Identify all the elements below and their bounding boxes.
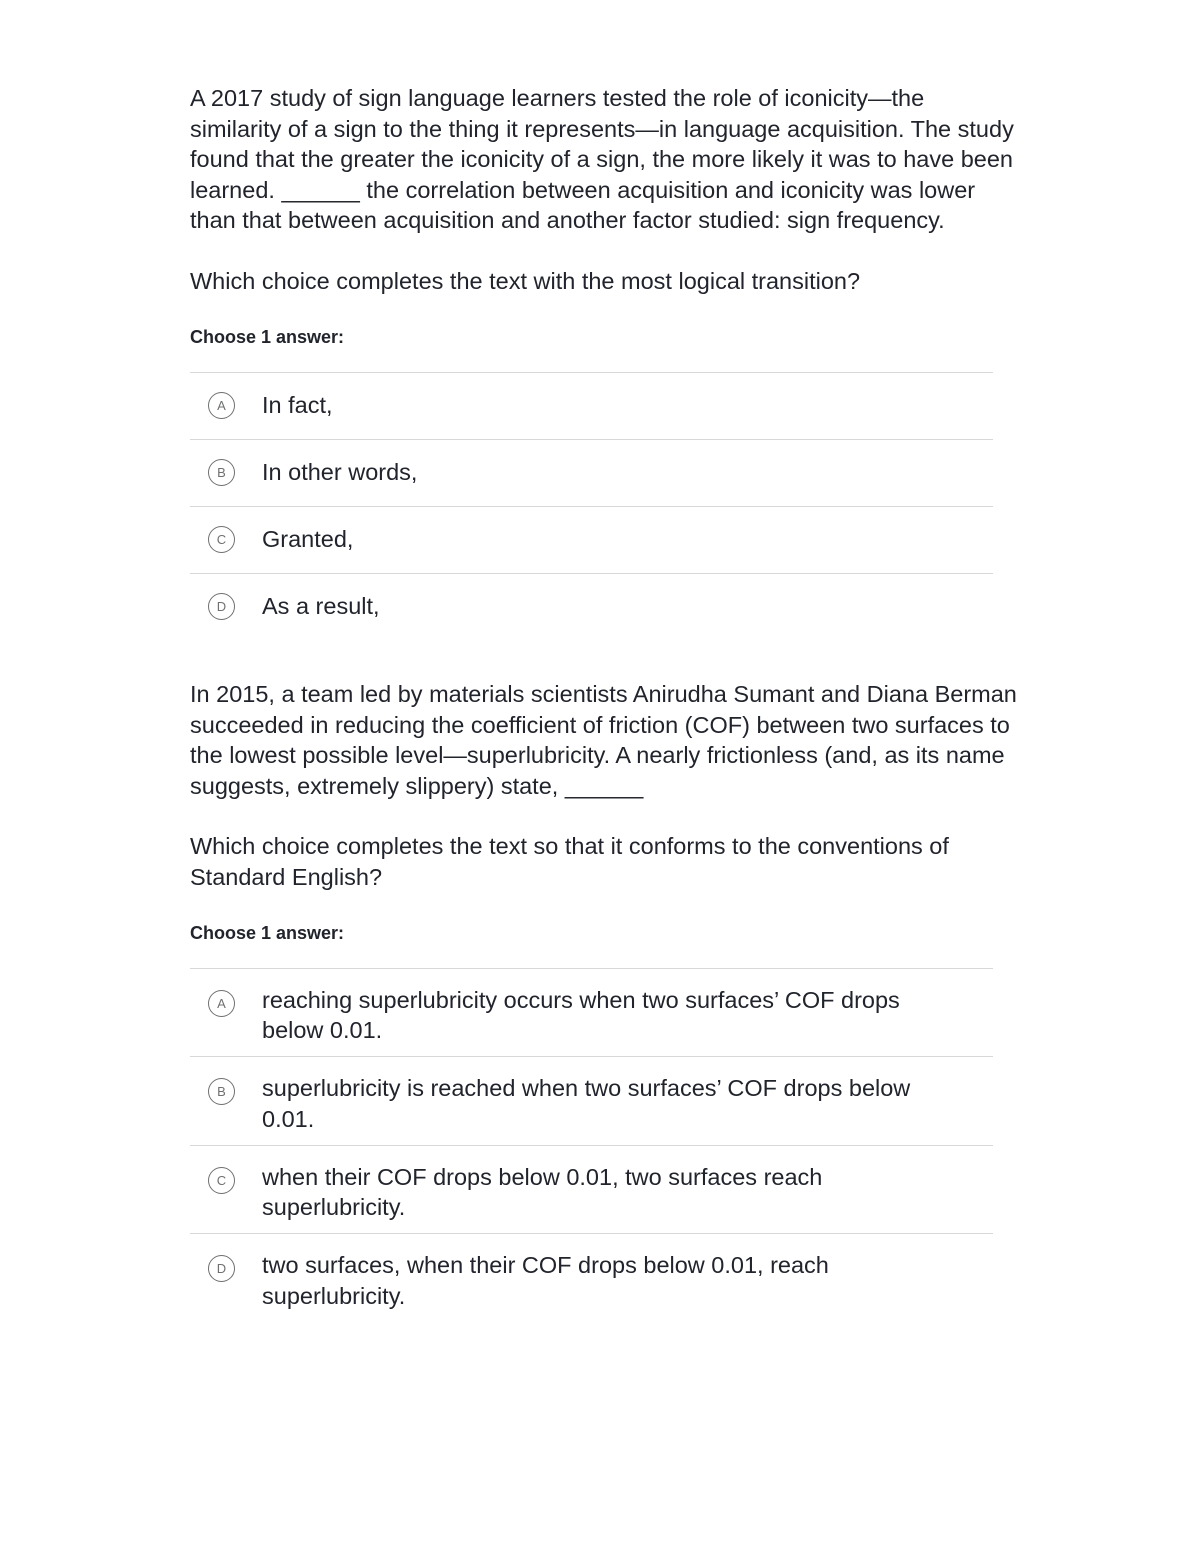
- choice-letter-circle-icon: C: [208, 1167, 235, 1194]
- question-2-choice-a[interactable]: [190, 969, 993, 1058]
- question-1-passage: A 2017 study of sign language learners tested the role of iconicity—the similarity of a sign to the thing it represents—in language acquisition. The study found that the greater the iconicity of a sign, the more likely it was to have been learned. ______ the correlation between acquisition and iconicity was lower than that between acquisition and another factor studied: sign frequency.: [190, 85, 1014, 234]
- choice-text: reaching superlubricity occurs when two surfaces’ COF drops below 0.01.: [262, 986, 900, 1044]
- choice-letter-circle-icon: B: [208, 1078, 235, 1105]
- question-2-choose-label: Choose 1 answer:: [190, 922, 345, 943]
- question-2-choice-c[interactable]: [190, 1146, 993, 1235]
- choice-letter-circle-icon: A: [208, 990, 235, 1017]
- question-1-choice-b[interactable]: [190, 440, 993, 507]
- question-2-passage: In 2015, a team led by materials scientists Anirudha Sumant and Diana Berman succeeded in reducing the coefficient of friction (COF) between two surfaces to the lowest possible level—superlubricity. A nearly frictionless (and, as its name suggests, extremely slippery) state, ______: [190, 681, 1017, 799]
- choice-text: In other words,: [262, 459, 418, 486]
- question-2-prompt: Which choice completes the text so that it conforms to the conventions of Standard English?: [190, 833, 949, 890]
- question-2-choices: [190, 968, 993, 1323]
- choice-text: when their COF drops below 0.01, two surfaces reach superlubricity.: [262, 1163, 823, 1221]
- question-1-choose-label: Choose 1 answer:: [190, 326, 345, 347]
- choice-letter-circle-icon: A: [208, 392, 235, 419]
- question-1-choice-a[interactable]: [190, 373, 993, 440]
- choice-letter-circle-icon: C: [208, 526, 235, 553]
- question-2: [190, 679, 1020, 1323]
- question-1-prompt: Which choice completes the text with the most logical transition?: [190, 267, 861, 294]
- choice-text: two surfaces, when their COF drops below 0.01, reach superlubricity.: [262, 1252, 829, 1309]
- question-2-choice-d[interactable]: [190, 1234, 993, 1323]
- choice-text: In fact,: [262, 392, 333, 419]
- choice-text: As a result,: [262, 593, 380, 620]
- choice-text: superlubricity is reached when two surfaces’ COF drops below 0.01.: [262, 1075, 911, 1132]
- choice-letter-circle-icon: D: [208, 593, 235, 620]
- question-1-choice-c[interactable]: [190, 507, 993, 574]
- choice-letter-circle-icon: D: [208, 1255, 235, 1282]
- choice-letter-circle-icon: B: [208, 459, 235, 486]
- question-1-choice-d[interactable]: [190, 574, 993, 640]
- question-2-choice-b[interactable]: [190, 1057, 993, 1146]
- choice-text: Granted,: [262, 526, 354, 553]
- question-1: [190, 83, 1020, 640]
- question-1-choices: [190, 372, 993, 640]
